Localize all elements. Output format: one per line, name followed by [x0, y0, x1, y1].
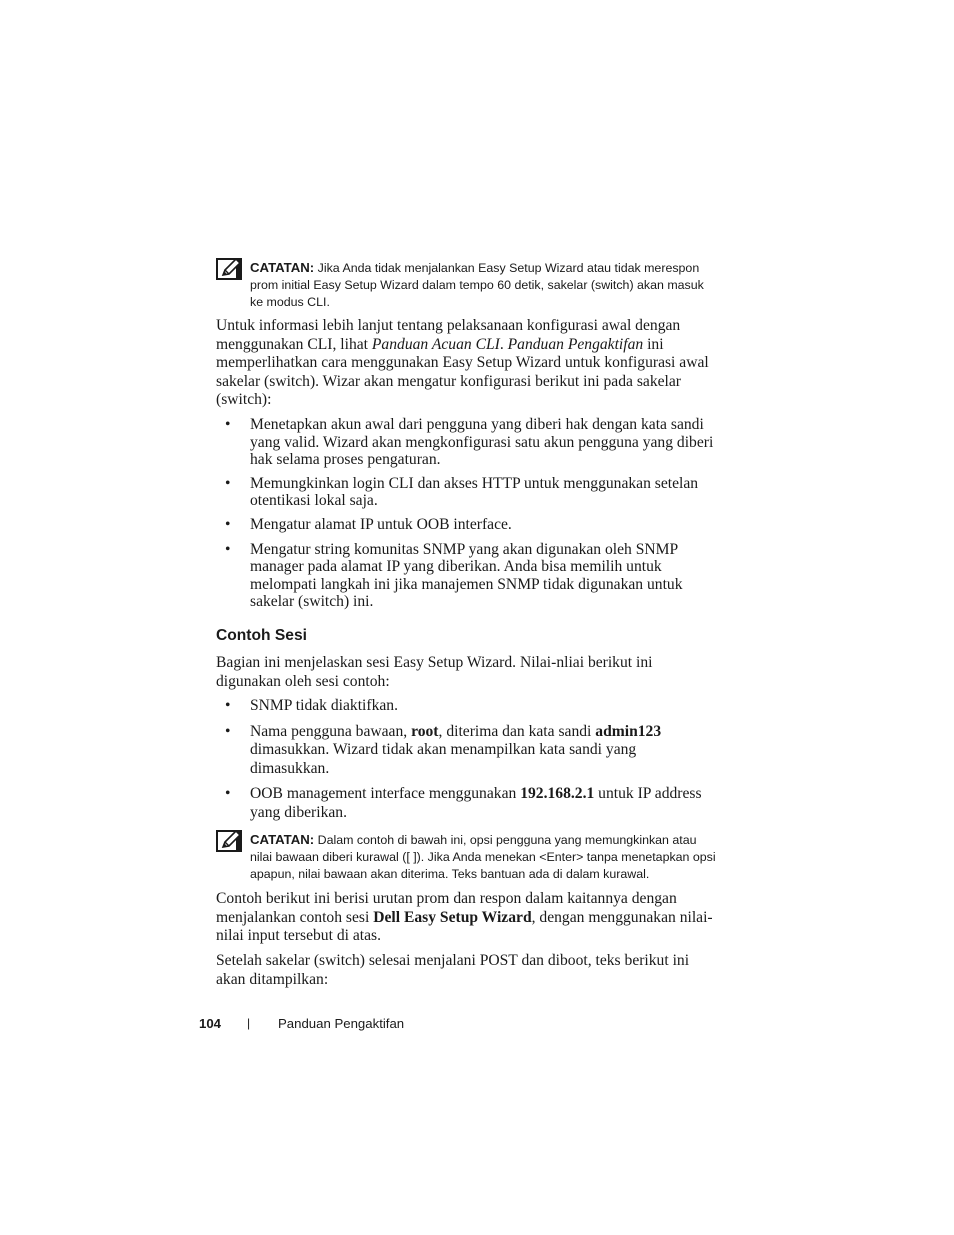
bullet: •	[225, 722, 231, 740]
note-callout-1	[216, 259, 716, 311]
ip-address: 192.168.2.1	[520, 785, 595, 803]
list-item	[216, 516, 716, 534]
intro-paragraph	[216, 317, 716, 410]
section-heading: Contoh Sesi	[216, 627, 307, 644]
post-paragraph	[216, 952, 716, 989]
list-item-text: SNMP tidak diaktifkan.	[250, 697, 398, 714]
post-text: Setelah sakelar (switch) selesai menjalani POST dan diboot, teks berikut ini akan ditampilkan:	[216, 952, 690, 988]
example-text-1: Contoh berikut ini berisi urutan prom dan respon dalam kaitannya dengan menjalankan contoh sesi	[216, 890, 677, 926]
bullet: •	[225, 515, 231, 533]
list-item	[216, 475, 716, 510]
list-item	[216, 416, 716, 469]
list-item-text: Menetapkan akun awal dari pengguna yang diberi hak dengan kata sandi yang valid. Wizard akan mengkonfigurasi satu akun pengguna yang diberi hak selama proses pengaturan.	[250, 416, 714, 469]
default-password: admin123	[595, 722, 662, 740]
page-number: 104	[199, 1016, 222, 1031]
list-item-text: Nama pengguna bawaan,	[250, 722, 412, 740]
list-item-text: , diterima dan kata sandi	[438, 722, 596, 740]
note-text-1	[250, 259, 716, 311]
list-item-text: untuk IP address yang diberikan.	[250, 785, 702, 821]
values-list	[216, 697, 716, 823]
section-intro-paragraph	[216, 654, 716, 691]
bullet: •	[225, 697, 231, 714]
intro-text-3: ini memperlihatkan cara menggunakan Easy Setup Wizard untuk konfigurasi awal sakelar (switch). Wizar akan mengatur konfigurasi berikut ini pada sakelar (switch):	[216, 335, 709, 409]
footer-doc-title: Panduan Pengaktifan	[278, 1016, 405, 1031]
list-item	[216, 541, 716, 611]
config-list-block	[216, 416, 716, 611]
example-paragraph	[216, 890, 716, 946]
bullet: •	[225, 474, 231, 492]
list-item	[216, 785, 716, 822]
note-label-1: CATATAN:	[250, 260, 315, 275]
intro-text-2: .	[499, 335, 508, 353]
note-pencil-icon	[216, 258, 242, 280]
intro-text-1: Untuk informasi lebih lanjut tentang pelaksanaan konfigurasi awal dengan menggunakan CLI, lihat	[216, 317, 681, 353]
list-item	[216, 697, 716, 716]
note-body-1: Jika Anda tidak menjalankan Easy Setup Wizard atau tidak merespon prom initial Easy Setup Wizard dalam tempo 60 detik, sakelar (switch) akan masuk ke modus CLI.	[250, 261, 704, 309]
note-text-2	[250, 831, 716, 883]
list-item-text: Mengatur string komunitas SNMP yang akan digunakan oleh SNMP manager pada alamat IP yang diberikan. Anda bisa memilih untuk melompati langkah ini jika manajemen SNMP tidak digunakan untuk sakelar (switch) ini.	[250, 540, 683, 611]
values-list-block	[216, 697, 716, 823]
example-text-2: , dengan menggunakan nilai-nilai input tersebut di atas.	[216, 908, 713, 945]
list-item-text: dimasukkan. Wizard tidak akan menampilkan kata sandi yang dimasukkan.	[250, 741, 637, 777]
bullet: •	[225, 785, 231, 803]
note-label-2: CATATAN:	[250, 832, 315, 847]
note-callout-2	[216, 831, 716, 883]
section-intro-text: Bagian ini menjelaskan sesi Easy Setup Wizard. Nilai-nliai berikut ini digunakan oleh sesi contoh:	[216, 654, 653, 690]
cli-reference-title: Panduan Acuan CLI	[371, 335, 500, 353]
wizard-name: Dell Easy Setup Wizard	[373, 908, 532, 926]
note-pencil-icon	[216, 830, 242, 852]
list-item-text: Mengatur alamat IP untuk OOB interface.	[250, 515, 512, 533]
guide-title: Panduan Pengaktifan	[507, 335, 644, 353]
list-item-text: Memungkinkan login CLI dan akses HTTP untuk menggunakan setelan otentikasi lokal saja.	[250, 474, 699, 510]
list-item	[216, 723, 716, 779]
footer-separator: |	[247, 1016, 251, 1030]
config-list	[216, 416, 716, 611]
bullet: •	[225, 416, 231, 433]
list-item-text: OOB management interface menggunakan	[250, 785, 521, 803]
note-body-2: Dalam contoh di bawah ini, opsi pengguna yang memungkinkan atau nilai bawaan diberi kurawal ([ ]). Jika Anda menekan <Enter> tanpa menetapkan opsi apapun, nilai bawaan akan diterima. Teks bantuan ada di dalam kurawal.	[250, 833, 716, 881]
bullet: •	[225, 540, 231, 558]
default-username: root	[411, 722, 439, 740]
